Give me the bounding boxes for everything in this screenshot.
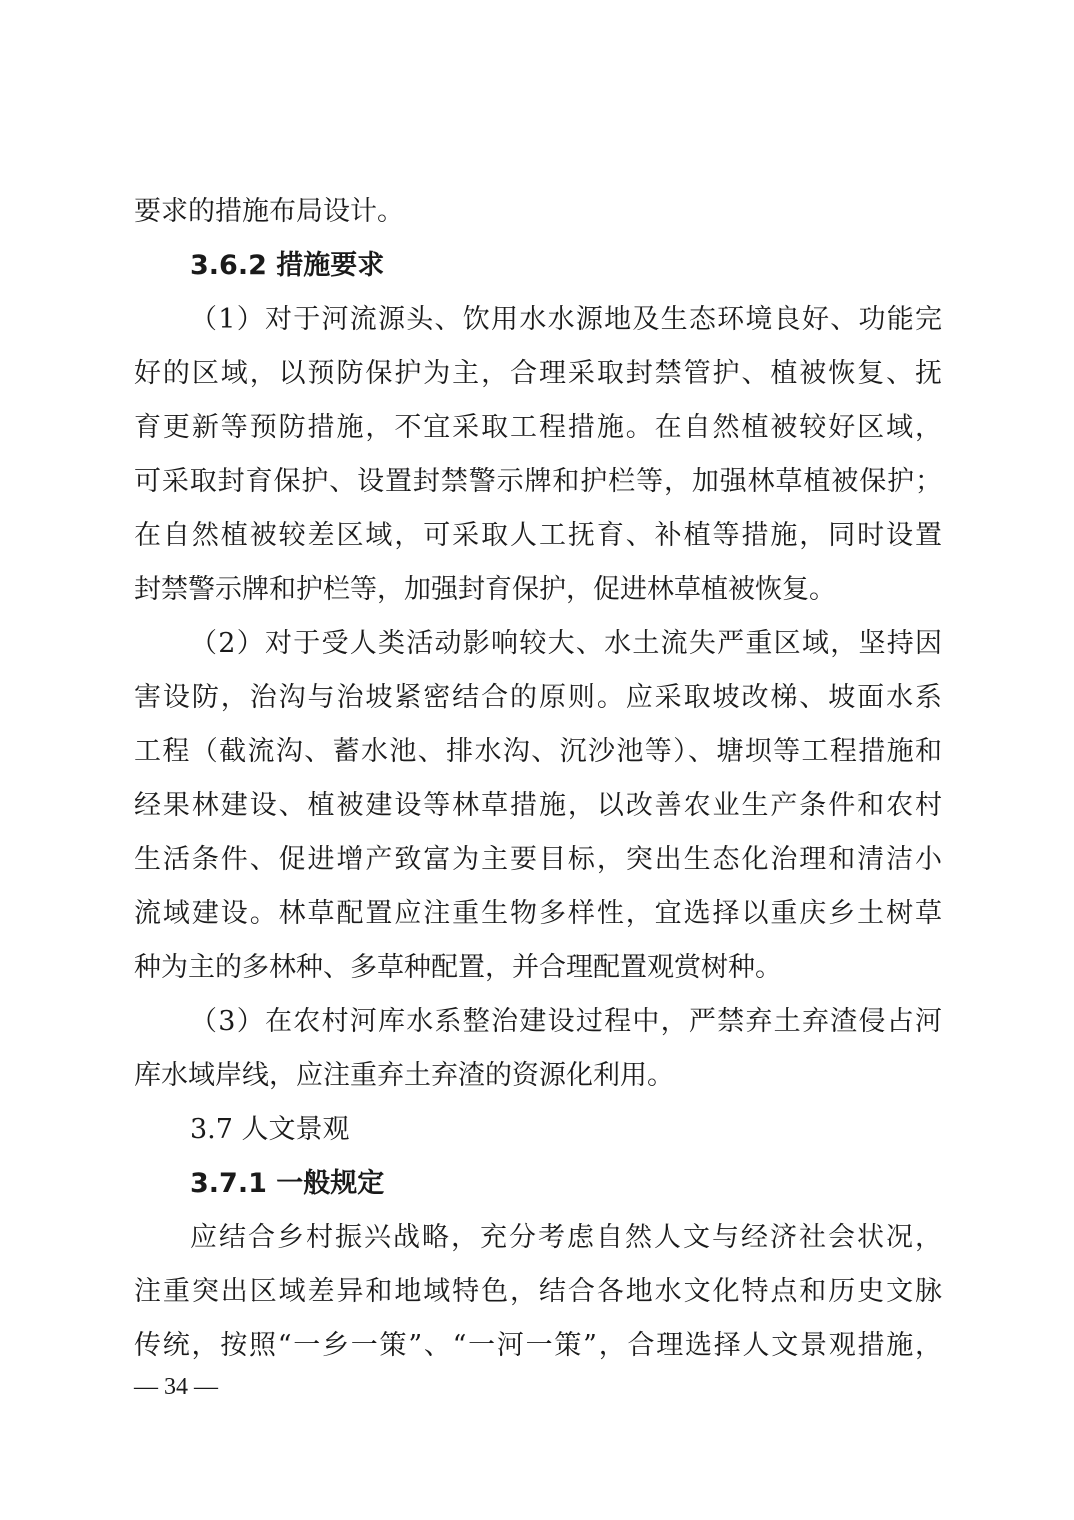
paragraph-3-line: 库水域岸线，应注重弃土弃渣的资源化利用。 [134, 1060, 674, 1091]
page-number: — 34 — [134, 1374, 218, 1400]
paragraph-2-line: 流域建设。林草配置应注重生物多样性，宜选择以重庆乡土树草 [134, 898, 942, 929]
paragraph-1-line: 封禁警示牌和护栏等，加强封育保护，促进林草植被恢复。 [134, 574, 836, 605]
paragraph-1-line: 好的区域，以预防保护为主，合理采取封禁管护、植被恢复、抚 [134, 358, 942, 389]
paragraph-1-line: 在自然植被较差区域，可采取人工抚育、补植等措施，同时设置 [134, 520, 942, 551]
section-heading-3-6-2: 3.6.2 措施要求 [190, 250, 385, 281]
paragraph-3-line: （3）在农村河库水系整治建设过程中，严禁弃土弃渣侵占河 [190, 1006, 942, 1037]
paragraph-1-line: 育更新等预防措施，不宜采取工程措施。在自然植被较好区域， [134, 412, 942, 443]
section-heading-3-7-1: 3.7.1 一般规定 [190, 1168, 385, 1199]
section-heading-3-7: 3.7 人文景观 [190, 1114, 350, 1145]
paragraph-2-line: 害设防，治沟与治坡紧密结合的原则。应采取坡改梯、坡面水系 [134, 682, 942, 713]
paragraph-2-line: 工程（截流沟、蓄水池、排水沟、沉沙池等）、塘坝等工程措施和 [134, 736, 942, 767]
paragraph-4-line: 传统，按照“一乡一策”、“一河一策”，合理选择人文景观措施， [134, 1330, 942, 1361]
paragraph-1-line: 可采取封育保护、设置封禁警示牌和护栏等，加强林草植被保护； [134, 466, 942, 497]
paragraph-4-line: 注重突出区域差异和地域特色，结合各地水文化特点和历史文脉 [134, 1276, 942, 1307]
paragraph-2-line: 生活条件、促进增产致富为主要目标，突出生态化治理和清洁小 [134, 844, 942, 875]
paragraph-4-line: 应结合乡村振兴战略，充分考虑自然人文与经济社会状况， [190, 1222, 942, 1253]
text-line: 要求的措施布局设计。 [134, 196, 404, 227]
paragraph-2-line: （2）对于受人类活动影响较大、水土流失严重区域，坚持因 [190, 628, 942, 659]
paragraph-2-line: 种为主的多林种、多草种配置，并合理配置观赏树种。 [134, 952, 782, 983]
paragraph-2-line: 经果林建设、植被建设等林草措施，以改善农业生产条件和农村 [134, 790, 942, 821]
paragraph-1-line: （1）对于河流源头、饮用水水源地及生态环境良好、功能完 [190, 304, 942, 335]
